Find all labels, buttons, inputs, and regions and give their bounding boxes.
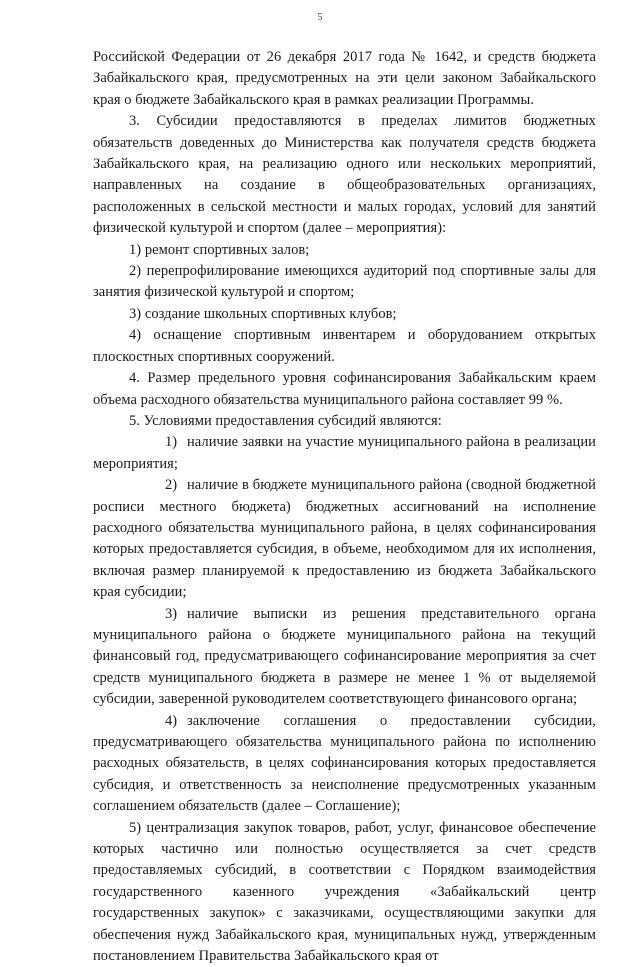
paragraph — [93, 240, 596, 261]
paragraph — [93, 304, 596, 325]
paragraph — [93, 432, 596, 475]
paragraph-text: 3) создание школьных спортивных клубов; — [129, 305, 397, 322]
paragraph-text: 4) оснащение спортивным инвентарем и оборудованием открытых плоскостных спортивных сооружений. — [93, 327, 596, 365]
paragraph-text: 1) ремонт спортивных залов; — [129, 241, 310, 258]
document-body — [93, 47, 596, 967]
paragraph — [93, 368, 596, 411]
paragraph-text: заключение соглашения о предоставлении субсидии, предусматривающего обязательства муниципального района по исполнению расходных обязательств, в целях софинансирования которых предоставляется субсидия, и ответственность за неисполнение предусмотренных указанным соглашением обязательств (далее – Соглашение); — [93, 712, 596, 815]
page-number: 5 — [317, 12, 323, 23]
item-number: 3) — [165, 605, 178, 622]
paragraph — [93, 47, 596, 111]
paragraph — [93, 711, 596, 818]
paragraph-text: Российской Федерации от 26 декабря 2017 года № 1642, и средств бюджета Забайкальского края, предусмотренных на эти цели законом Забайкальского края о бюджете Забайкальского края в рамках реализации Программы. — [93, 49, 596, 108]
item-number: 1) — [165, 434, 178, 451]
paragraph-text: 2) перепрофилирование имеющихся аудиторий под спортивные залы для занятия физической культурой и спортом; — [93, 263, 596, 301]
paragraph — [93, 411, 596, 432]
paragraph-text: 4. Размер предельного уровня софинансирования Забайкальским краем объема расходного обязательства муниципального района составляет 99 %. — [93, 370, 596, 408]
paragraph-text: 5) централизация закупок товаров, работ, услуг, финансовое обеспечение которых частично или полностью осуществляется за счет средств предоставляемых субсидий, в соответствии с Порядком взаимодействия государственного казенного учреждения «Забайкальский центр государственных закупок» с заказчиками, осуществляющими закупки для обеспечения нужд Забайкальского края, муниципальных нужд, утвержденным постановлением Правительства Забайкальского края от — [93, 819, 596, 965]
paragraph-text: наличие в бюджете муниципального района (сводной бюджетной росписи местного бюджета) бюджетных ассигнований на исполнение расходного обязательства муниципального района, в целях софинансирования которых предоставляется субсидия, в объеме, необходимом для их исполнения, включая размер планируемой к предоставлению из бюджета Забайкальского края субсидии; — [93, 477, 596, 601]
paragraph-text: 5. Условиями предоставления субсидий являются: — [129, 412, 442, 429]
paragraph — [93, 604, 596, 711]
paragraph — [93, 475, 596, 603]
item-number: 2) — [165, 477, 178, 494]
paragraph — [93, 818, 596, 967]
paragraph-text: наличие заявки на участие муниципального района в реализации мероприятия; — [93, 434, 596, 472]
item-number: 4) — [165, 712, 178, 729]
paragraph-text: 3. Субсидии предоставляются в пределах лимитов бюджетных обязательств доведенных до Министерства как получателя средств бюджета Забайкальского края, на реализацию одного или нескольких мероприятий, направленных на создание в общеобразовательных организациях, расположенных в сельской местности и малых городах, условий для занятий физической культурой и спортом (далее – мероприятия): — [93, 113, 596, 237]
paragraph — [93, 261, 596, 304]
paragraph — [93, 111, 596, 239]
paragraph-text: наличие выписки из решения представительного органа муниципального района о бюджете муниципального района на текущий финансовый год, предусматривающего софинансирование мероприятия за счет средств муниципального бюджета в размере не менее 1 % от выделяемой субсидии, заверенной руководителем соответствующего финансового органа; — [93, 605, 596, 708]
paragraph — [93, 325, 596, 368]
